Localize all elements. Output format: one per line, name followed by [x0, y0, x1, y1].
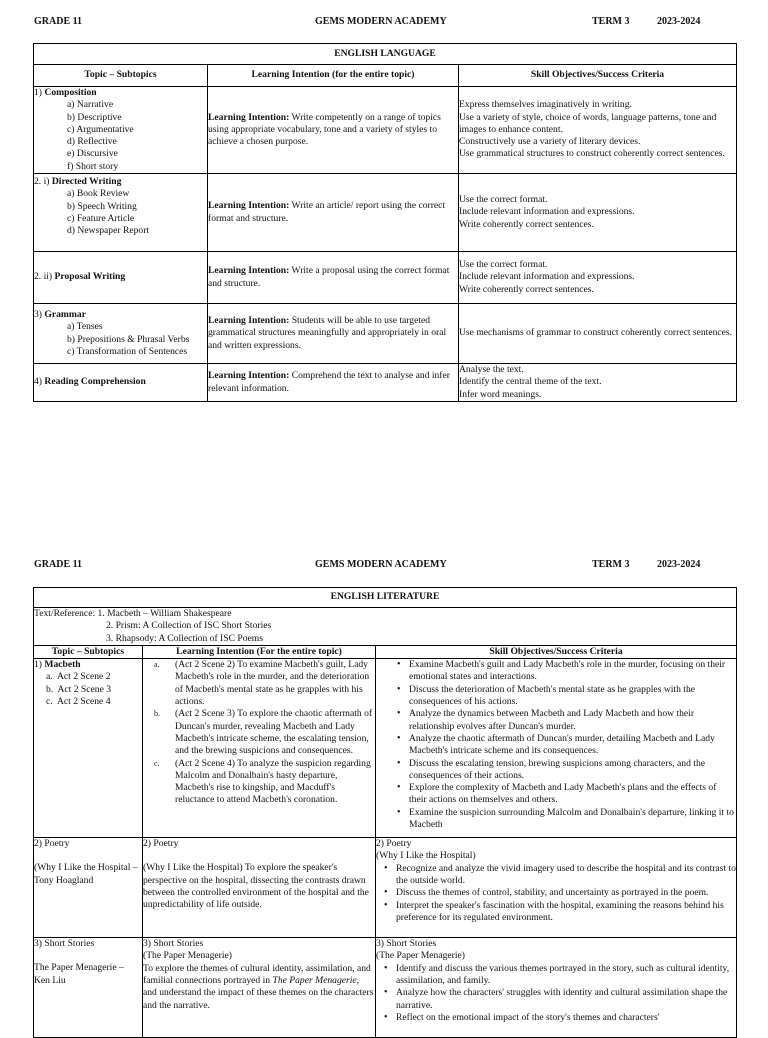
skill-item: Identify the central theme of the text. — [459, 376, 602, 388]
subtopic: d) Newspaper Report — [67, 225, 150, 237]
intent-subheading: (The Paper Menagerie) — [143, 950, 232, 962]
topic-number: 4) — [34, 376, 42, 388]
reference-line: 3. Rhapsody: A Collection of ISC Poems — [106, 632, 263, 644]
topic-number: 1) — [34, 87, 42, 98]
skill-cell — [376, 659, 737, 838]
subtopic — [34, 671, 142, 683]
grade-label: GRADE 11 — [34, 559, 83, 570]
term-label: TERM 3 — [592, 16, 630, 27]
topic-title: Macbeth — [44, 659, 81, 671]
topic-cell — [34, 659, 143, 838]
grade-label: GRADE 11 — [34, 16, 83, 27]
subtopic-text: Act 2 Scene 4 — [56, 696, 111, 708]
subtopic-text: Act 2 Scene 2 — [56, 671, 111, 683]
skill-item: Infer word meanings. — [459, 388, 542, 400]
topic-title: 3) Short Stories — [34, 938, 95, 950]
skill-item: Use the correct format. — [459, 259, 548, 271]
skill-item: • Identify and discuss the various themes portrayed in the story, such as cultural identity, assimilation, and family. — [376, 963, 736, 988]
skill-item: Use grammatical structures to construct coherently correct sentences. — [459, 148, 725, 160]
intent-cell — [208, 174, 459, 252]
skill-item: Constructively use a variety of literary devices. — [459, 136, 641, 148]
li-label: Learning Intention: — [208, 370, 290, 382]
intent-text: (Act 2 Scene 3) To explore the chaotic aftermath of Duncan's murder, revealing Macbeth and Lady Macbeth's intricate scheme, the escalating tension, and the brewing suspicions and consequences. — [175, 708, 373, 757]
intent-text: (Act 2 Scene 2) To examine Macbeth's guilt, Lady Macbeth's role in the murder, and the deterioration of Macbeth's mental state as he grapples with his actions. — [175, 659, 370, 708]
intent-text: (Act 2 Scene 4) To analyze the suspicion regarding Malcolm and Donalbain's hasty departure, Macbeth's rise to kingship, and Macduff's reluctance to attend Macbeth's coronation. — [175, 757, 371, 806]
skill-item: • Discuss the escalating tension, brewing suspicions among characters, and the consequences of their actions. — [376, 758, 736, 783]
table-row — [34, 364, 737, 402]
subtopic: c) Feature Article — [67, 212, 135, 224]
item-marker: c. — [154, 758, 160, 768]
col-header-topic: Topic – Subtopics — [34, 65, 208, 87]
subtopic: a) Narrative — [67, 99, 114, 111]
skill-item: • Explore the complexity of Macbeth and Lady Macbeth's plans and the effects of their actions on themselves and others. — [376, 782, 736, 807]
skill-item: Include relevant information and expressions. — [459, 271, 635, 283]
topic-cell — [34, 304, 208, 364]
skill-cell — [459, 174, 737, 252]
skill-subheading: (The Paper Menagerie) — [376, 950, 465, 962]
col-header-skill: Skill Objectives/Success Criteria — [459, 65, 737, 87]
topic-title: Composition — [44, 87, 97, 98]
reference-line: 2. Prism: A Collection of ISC Short Stories — [106, 620, 272, 632]
skill-item: • Analyze the dynamics between Macbeth and Lady Macbeth and how their relationship evolves after Duncan's murder. — [376, 708, 736, 733]
table-row — [34, 304, 737, 364]
table-row — [34, 659, 737, 838]
li-label: Learning Intention: — [208, 315, 290, 327]
skill-item: Express themselves imaginatively in writing. — [459, 99, 632, 111]
skill-heading: 3) Short Stories — [376, 938, 437, 950]
skill-item: • Examine the suspicion surrounding Malcolm and Donalbain's departure, linking it to Macbeth — [376, 807, 736, 832]
li-label: Learning Intention: — [208, 200, 290, 212]
intent-cell — [143, 838, 376, 938]
intent-text: Write an article/ report using the correct format and structure. — [208, 200, 446, 224]
subtopic: a) Tenses — [67, 321, 103, 333]
intent-cell — [208, 87, 459, 174]
skill-item: Include relevant information and expressions. — [459, 206, 635, 218]
school-name: GEMS MODERN ACADEMY — [315, 559, 447, 570]
intent-text: (Why I Like the Hospital) To explore the speaker's perspective on the hospital, dissecting the contrasts drawn between the controlled environment of the hospital and the unpredictability of life outside. — [143, 862, 369, 911]
table-title: ENGLISH LANGUAGE — [34, 44, 737, 65]
poem-title: (Why I Like the Hospital – Tony Hoagland — [34, 862, 138, 886]
year-label: 2023-2024 — [657, 16, 701, 27]
topic-number: 3) — [34, 308, 42, 320]
skill-item: • Reflect on the emotional impact of the story's themes and characters' — [376, 1012, 736, 1024]
intent-text: Write a proposal using the correct format and structure. — [208, 265, 450, 289]
intent-text — [143, 963, 375, 1012]
subtopic: a) Book Review — [67, 188, 130, 200]
intent-item — [143, 708, 375, 757]
table-row — [34, 252, 737, 304]
skill-cell — [459, 364, 737, 402]
skill-item: Analyse the text. — [459, 364, 524, 376]
skill-item: Use the correct format. — [459, 194, 548, 206]
topic-cell — [34, 938, 143, 1038]
topic-title: Proposal Writing — [54, 271, 126, 283]
col-header-skill: Skill Objectives/Success Criteria — [376, 645, 737, 658]
topic-cell — [34, 252, 208, 304]
english-literature-table — [33, 587, 737, 1038]
skill-cell — [459, 304, 737, 364]
table-title: ENGLISH LITERATURE — [34, 588, 737, 608]
skill-item: Write coherently correct sentences. — [459, 218, 594, 230]
intent-heading: 2) Poetry — [143, 838, 179, 850]
table-row — [34, 838, 737, 938]
intent-cell — [208, 364, 459, 402]
skill-item: • Analyze how the characters' struggles with identity and cultural assimilation shape the narrative. — [376, 987, 736, 1012]
intent-cell — [143, 659, 376, 838]
intent-item — [143, 659, 375, 708]
english-language-table — [33, 43, 737, 402]
skill-item: Write coherently correct sentences. — [459, 283, 594, 295]
topic-cell — [34, 174, 208, 252]
table-row — [34, 174, 737, 252]
skill-cell — [459, 87, 737, 174]
skill-item: • Interpret the speaker's fascination with the hospital, examining the reasons behind his preference for its regulated environment. — [376, 900, 736, 925]
skill-cell — [376, 938, 737, 1038]
intent-heading: 3) Short Stories — [143, 938, 204, 950]
table-row — [34, 938, 737, 1038]
story-title: The Paper Menagerie – Ken Liu — [34, 962, 124, 986]
topic-number: 2. i) — [34, 176, 50, 188]
subtopic — [34, 684, 142, 696]
subtopic: d) Reflective — [67, 136, 117, 148]
skill-heading: 2) Poetry — [376, 838, 412, 850]
skill-cell — [376, 838, 737, 938]
skill-item: • Recognize and analyze the vivid imagery used to describe the hospital and its contrast to the outside world. — [376, 863, 736, 888]
skill-subheading: (Why I Like the Hospital) — [376, 850, 476, 862]
topic-title: 2) Poetry — [34, 838, 70, 850]
term-label: TERM 3 — [592, 559, 630, 570]
page-header-2 — [34, 559, 714, 573]
page-header-1 — [34, 16, 714, 30]
subtopic — [34, 696, 142, 708]
subtopic-text: Act 2 Scene 3 — [57, 683, 112, 695]
topic-cell — [34, 364, 208, 402]
intent-cell — [143, 938, 376, 1038]
sub-marker: a. — [46, 671, 53, 683]
skill-item: • Discuss the deterioration of Macbeth's mental state as he grapples with the consequences of his actions. — [376, 684, 736, 709]
col-header-intent: Learning Intention (for the entire topic) — [208, 65, 459, 87]
subtopic: c) Argumentative — [67, 123, 134, 135]
col-header-intent: Learning Intention (For the entire topic) — [143, 645, 376, 658]
li-label: Learning Intention: — [208, 265, 290, 277]
year-label: 2023-2024 — [657, 559, 701, 570]
subtopic: f) Short story — [67, 160, 119, 172]
skill-item: Use a variety of style, choice of words, language patterns, tone and images to enhance content. — [459, 111, 717, 135]
school-name: GEMS MODERN ACADEMY — [315, 16, 447, 27]
topic-title: Reading Comprehension — [44, 376, 146, 388]
skill-item: • Analyze the chaotic aftermath of Duncan's murder, detailing Macbeth and Lady Macbeth's intricate scheme and its consequences. — [376, 733, 736, 758]
intent-text-a: To explore the themes of cultural identity, assimilation, and familial connections portrayed in — [143, 962, 371, 987]
col-header-topic: Topic – Subtopics — [34, 645, 143, 658]
skill-item: Use mechanisms of grammar to construct coherently correct sentences. — [459, 327, 733, 339]
intent-text: Students will be able to use targeted grammatical structures meaningfully and appropriately in oral and written expressions. — [208, 315, 447, 351]
subtopic: b) Prepositions & Phrasal Verbs — [67, 333, 190, 345]
topic-title: Directed Writing — [51, 176, 122, 188]
item-marker: a. — [154, 660, 160, 670]
skill-item: • Examine Macbeth's guilt and Lady Macbeth's role in the murder, focusing on their emotional states and interactions. — [376, 659, 736, 684]
intent-italic-title: The Paper Menagerie, — [272, 975, 360, 987]
sub-marker: c. — [46, 696, 53, 708]
subtopic: b) Descriptive — [67, 111, 122, 123]
topic-number: 1) — [34, 659, 42, 671]
item-marker: b. — [154, 709, 160, 719]
intent-item — [143, 758, 375, 807]
subtopic: c) Transformation of Sentences — [67, 345, 188, 357]
subtopic: b) Speech Writing — [67, 200, 137, 212]
topic-cell — [34, 87, 208, 174]
topic-cell — [34, 838, 143, 938]
intent-text: Write competently on a range of topics using appropriate vocabulary, tone and a variety of styles to achieve a chosen purpose. — [208, 111, 441, 148]
table-row — [34, 87, 737, 174]
reference-line: Text/Reference: 1. Macbeth – William Shakespeare — [34, 608, 232, 619]
skill-cell — [459, 252, 737, 304]
li-label: Learning Intention: — [208, 111, 290, 123]
reference-cell — [34, 608, 737, 646]
topic-title: Grammar — [44, 308, 86, 320]
intent-text: Comprehend the text to analyse and infer relevant information. — [208, 370, 450, 394]
subtopic: e) Discursive — [67, 148, 118, 160]
topic-number: 2. ii) — [34, 271, 53, 283]
skill-item: • Discuss the themes of control, stability, and uncertainty as portrayed in the poem. — [376, 887, 736, 899]
intent-text-b: and understand the impact of these themes on the characters and the narrative. — [143, 987, 374, 1011]
sub-marker: b. — [46, 683, 54, 695]
intent-cell — [208, 252, 459, 304]
intent-cell — [208, 304, 459, 364]
